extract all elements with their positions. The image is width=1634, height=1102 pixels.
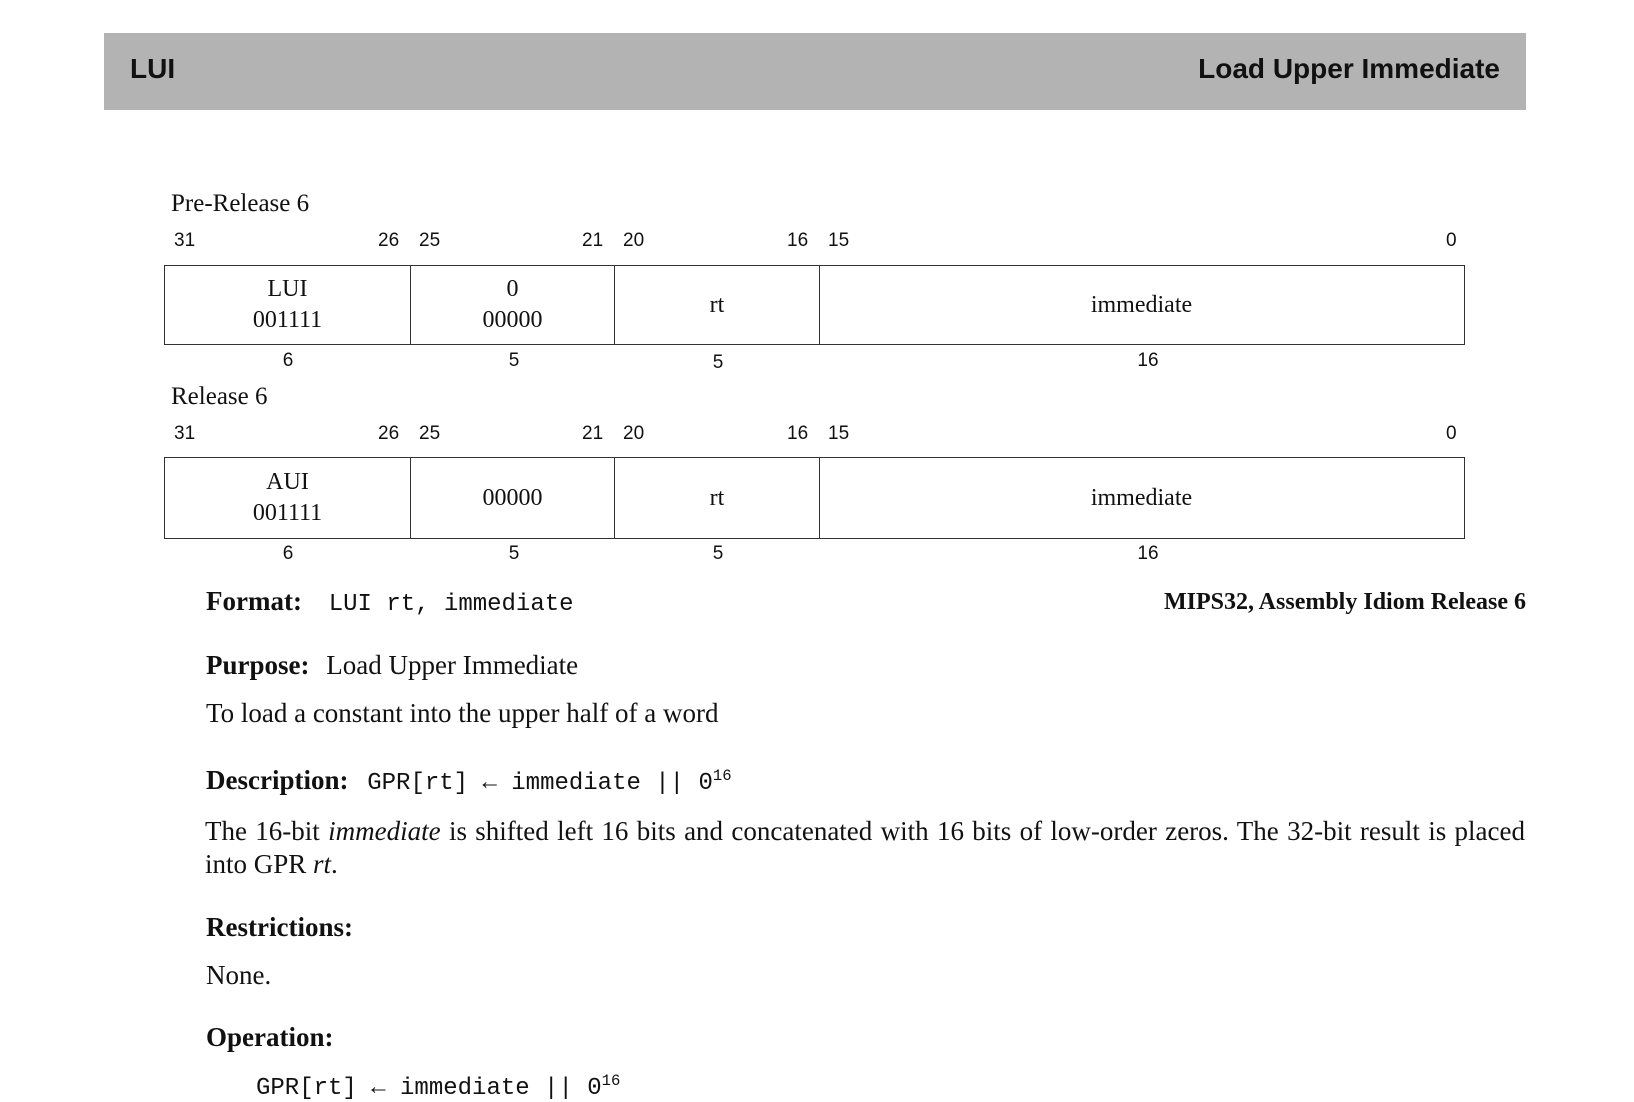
bit-0: 0 [1446,230,1457,251]
bit-16: 16 [787,423,809,444]
width-immediate: 16 [1137,543,1159,564]
bit-26: 26 [378,423,400,444]
bit-15: 15 [828,230,850,251]
instruction-name: Load Upper Immediate [1198,53,1500,84]
bit-25: 25 [419,230,441,251]
width-rt: 5 [712,543,724,564]
bit-26: 26 [378,230,400,251]
isa-label: MIPS32, Assembly Idiom Release 6 [1164,589,1526,615]
bit-21: 21 [582,230,604,251]
bit-15: 15 [828,423,850,444]
immediate-field: immediate [1090,291,1193,318]
purpose-label: Purpose: [206,650,310,680]
bit-31: 31 [174,230,196,251]
description-text: The 16-bit immediate is shifted left 16 bits and concatenated with 16 bits of low-order zeros. The 32-bit result is placed into GPR rt. [205,816,1525,879]
width-opcode: 6 [282,543,294,564]
release6-label: Release 6 [171,383,268,410]
width-rt: 5 [712,352,724,373]
bit-20: 20 [623,230,645,251]
width-immediate: 16 [1137,350,1159,371]
format-line [206,586,574,618]
rt-field: rt [615,458,820,538]
format-syntax: LUI rt, immediate [328,591,574,618]
rs-field: 0 00000 [411,266,615,344]
pre-release-label: Pre-Release 6 [171,190,310,217]
width-rs: 5 [508,543,520,564]
rs-field: 00000 [411,458,615,538]
bit-0: 0 [1446,423,1457,444]
opcode-field: AUI 001111 [165,458,411,538]
description-expression: GPR[rt] ← immediate || $0^{16}$ [367,767,732,797]
immediate-field: immediate [1090,484,1193,511]
operation-code: GPR[rt] ← immediate || $0^{16}$ [256,1072,621,1102]
restrictions-text: None. [206,960,272,990]
purpose-title: Load Upper Immediate [326,650,579,680]
operation-label: Operation: [206,1022,334,1052]
bit-25: 25 [419,423,441,444]
bit-31: 31 [174,423,196,444]
instruction-mnemonic: LUI [130,53,176,84]
pre-release-encoding-table [164,265,1465,345]
bit-20: 20 [623,423,645,444]
width-rs: 5 [508,350,520,371]
bit-21: 21 [582,423,604,444]
description-line [206,765,732,797]
rt-field: rt [615,266,820,344]
page-header [104,33,1526,110]
width-opcode: 6 [282,350,294,371]
purpose-line [206,650,578,681]
restrictions-label: Restrictions: [206,912,353,942]
opcode-field: LUI 001111 [165,266,411,344]
description-label: Description: [206,765,349,795]
purpose-text: To load a constant into the upper half of a word [206,698,719,728]
bit-16: 16 [787,230,809,251]
format-label: Format: [206,586,302,616]
release6-encoding-table [164,457,1465,539]
